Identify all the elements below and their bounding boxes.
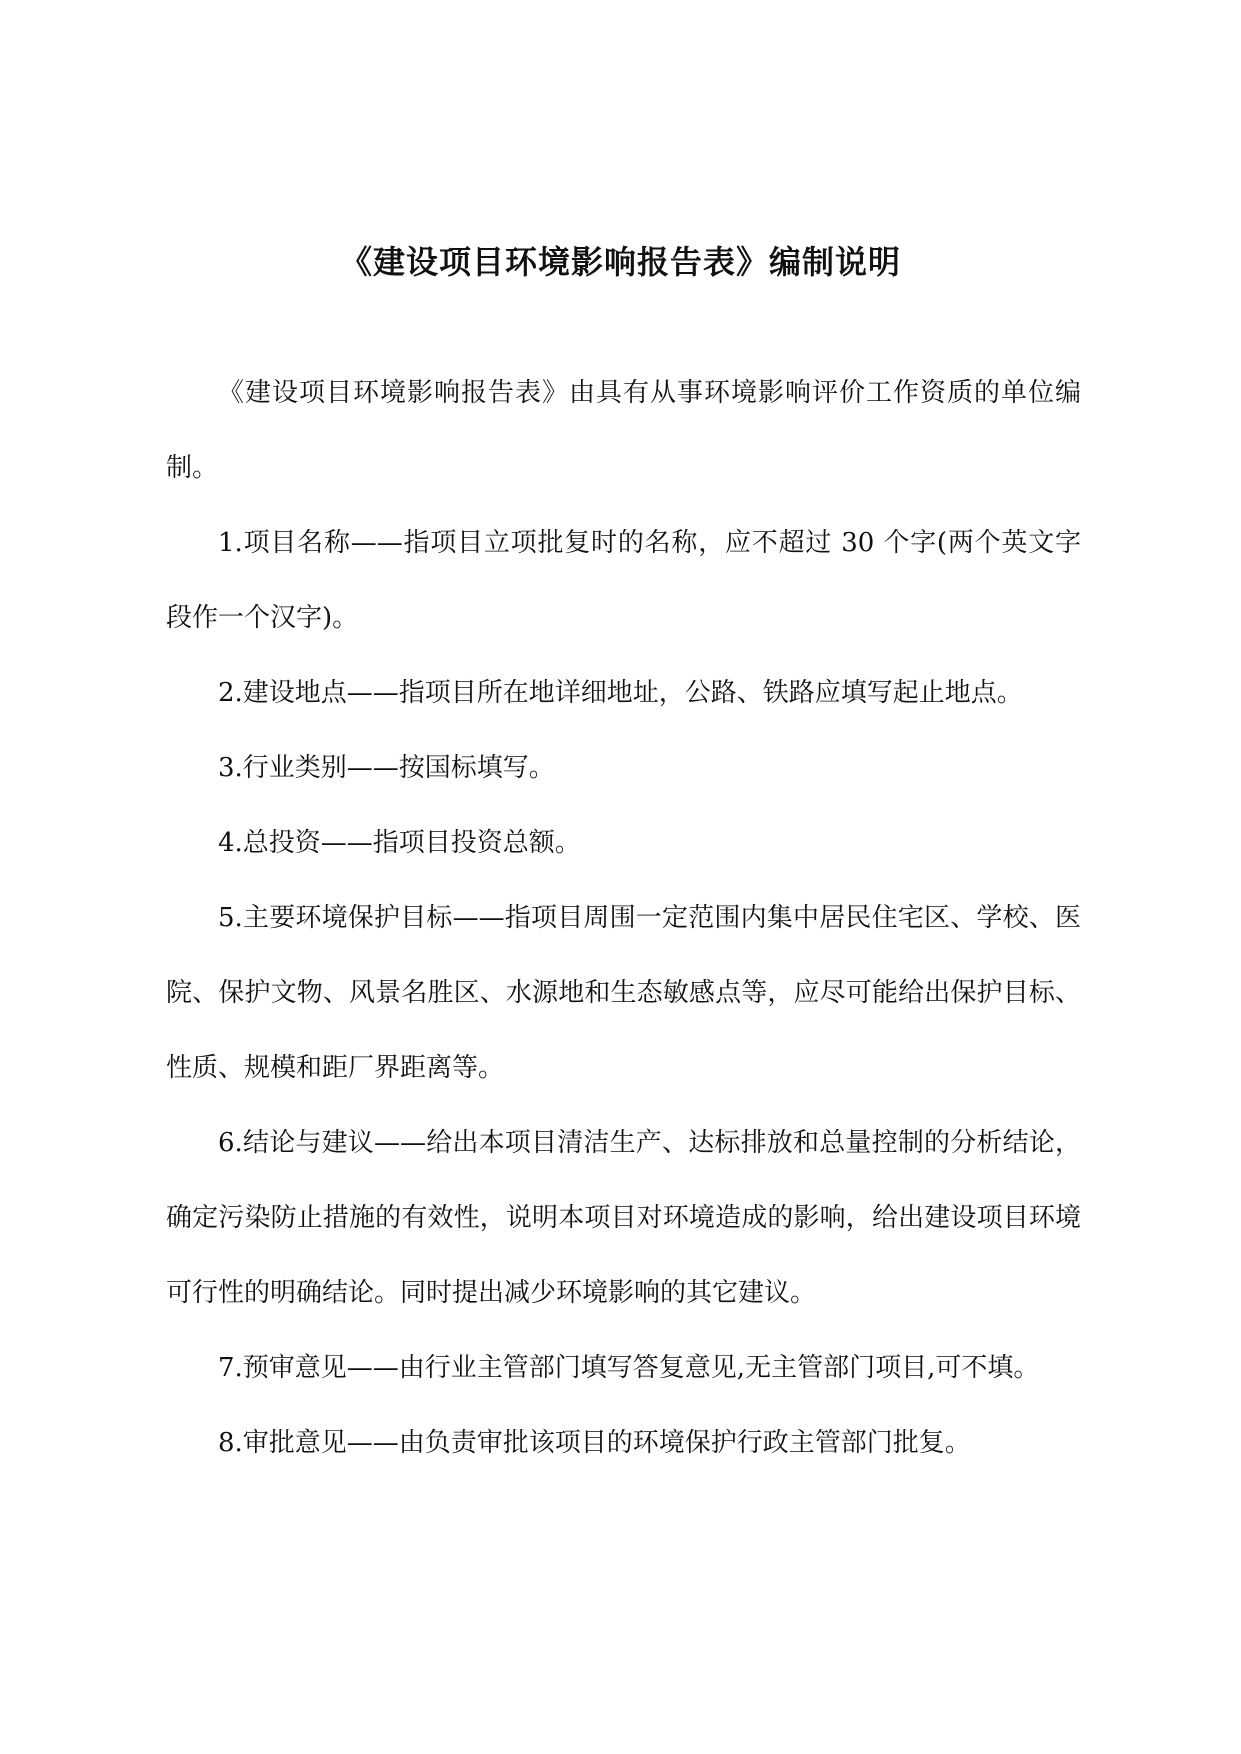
item-preliminary-review: 7.预审意见——由行业主管部门填写答复意见,无主管部门项目,可不填。 — [218, 1353, 1040, 1383]
document-body — [166, 356, 1081, 1481]
item-approval-opinion: 8.审批意见——由负责审批该项目的环境保护行政主管部门批复。 — [218, 1428, 971, 1458]
item-industry-category: 3.行业类别——按国标填写。 — [218, 753, 555, 783]
item-protection-targets: 5.主要环境保护目标——指项目周围一定范围内集中居民住宅区、学校、医院、保护文物、风景名胜区、水源地和生态敏感点等，应尽可能给出保护目标、性质、规模和距厂界距离等。 — [166, 903, 1081, 1083]
intro-paragraph: 《建设项目环境影响报告表》由具有从事环境影响评价工作资质的单位编制。 — [166, 378, 1081, 483]
document-title: 《建设项目环境影响报告表》编制说明 — [339, 243, 901, 281]
item-conclusions: 6.结论与建议——给出本项目清洁生产、达标排放和总量控制的分析结论，确定污染防止措施的有效性，说明本项目对环境造成的影响，给出建设项目环境可行性的明确结论。同时提出减少环境影响的其它建议。 — [166, 1128, 1081, 1308]
item-construction-site: 2.建设地点——指项目所在地详细地址，公路、铁路应填写起止地点。 — [218, 678, 1023, 708]
item-project-name: 1.项目名称——指项目立项批复时的名称，应不超过 30 个字(两个英文字段作一个汉字)。 — [166, 528, 1081, 633]
item-total-investment: 4.总投资——指项目投资总额。 — [218, 828, 581, 858]
